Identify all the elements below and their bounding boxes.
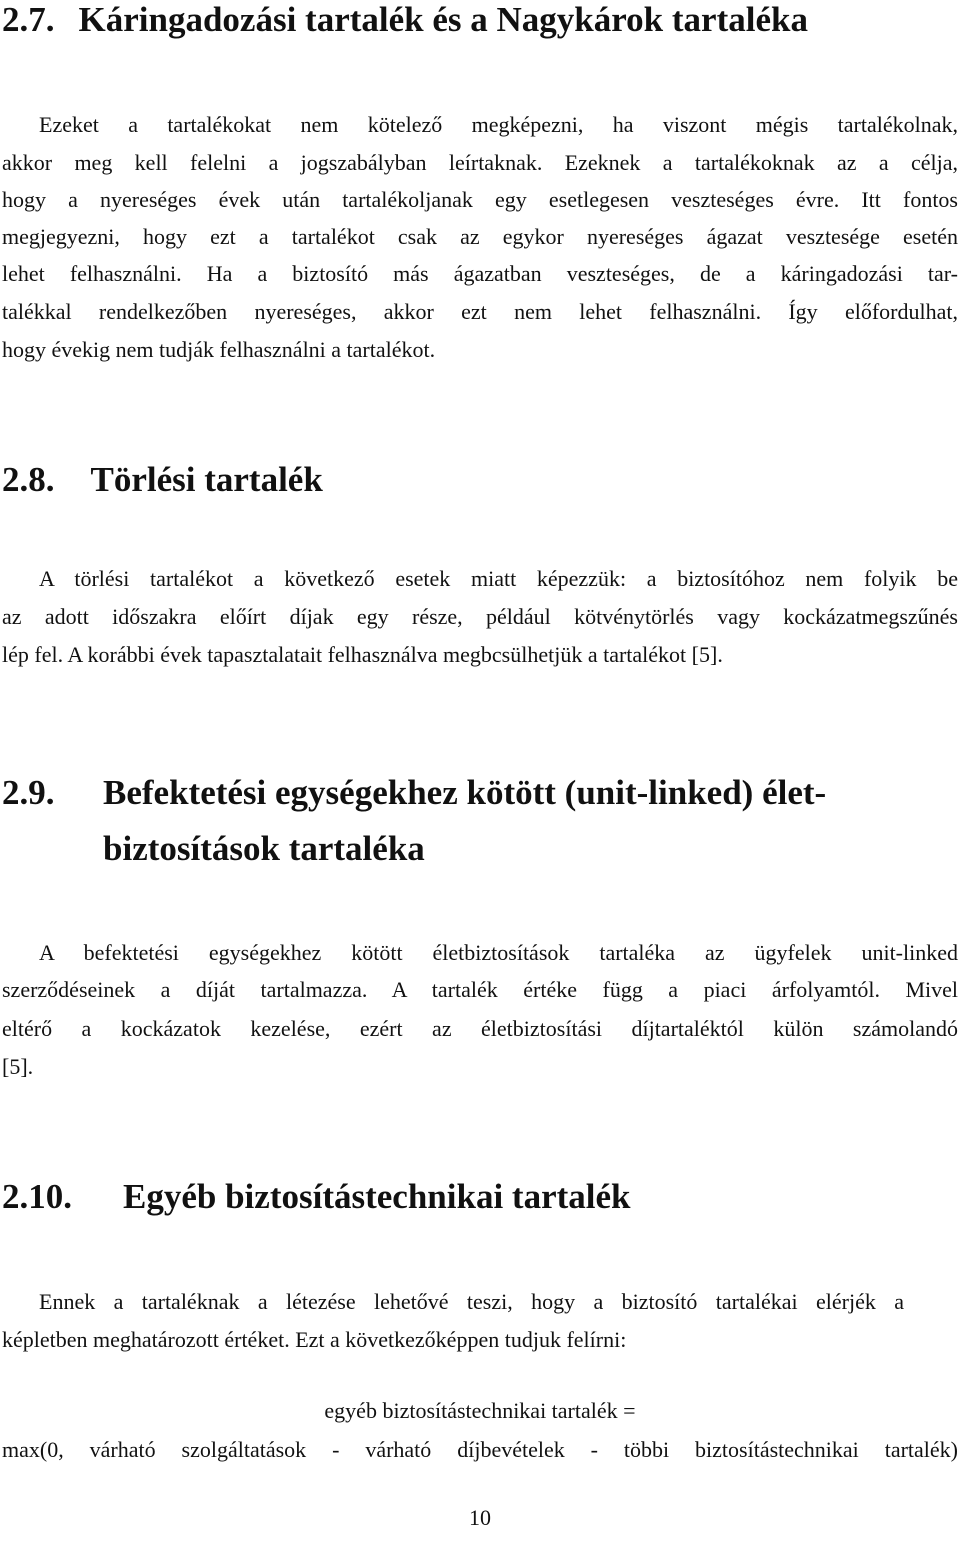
section-title-line1: Befektetési egységekhez kötött (unit-linked) élet- — [103, 773, 827, 812]
paragraph-line: szerződéseinek a díját tartalmazza. A tartalék értéke függ a piaci árfolyamtól. Mivel — [2, 977, 958, 1002]
section-number: 2.7. — [2, 0, 55, 39]
paragraph-line: lép fel. A korábbi évek tapasztalatait felhasználva megbcsülhetjük a tartalékot [5]. — [2, 642, 723, 667]
section-heading-2-9 — [2, 773, 826, 813]
section-title: Egyéb biztosítástechnikai tartalék — [123, 1177, 631, 1216]
paragraph-line: [5]. — [2, 1054, 34, 1079]
paragraph-line: megjegyezni, hogy ezt a tartalékot csak az egykor nyereséges ágazat vesztesége esetén — [2, 224, 958, 249]
formula-line-1: egyéb biztosítástechnikai tartalék = — [324, 1398, 636, 1423]
formula-line-2: max(0, várható szolgáltatások - várható díjbevételek - többi biztosítástechnikai tartalék) — [2, 1437, 958, 1462]
paragraph-line: akkor meg kell felelni a jogszabályban leírtaknak. Ezeknek a tartalékoknak az a célja, — [2, 150, 958, 175]
paragraph-line: A befektetési egységekhez kötött életbiztosítások tartaléka az ügyfelek unit-linked — [39, 940, 958, 965]
paragraph-line: Ezeket a tartalékokat nem kötelező megképezni, ha viszont mégis tartalékolnak, — [39, 112, 958, 137]
section-title-line2: biztosítások tartaléka — [103, 829, 425, 868]
paragraph-line: hogy évekig nem tudják felhasználni a tartalékot. — [2, 337, 436, 362]
section-number: 2.9. — [2, 773, 55, 812]
section-title: Törlési tartalék — [90, 460, 323, 499]
paragraph-line: A törlési tartalékot a következő esetek miatt képezzük: a biztosítóhoz nem folyik be — [39, 566, 958, 591]
paragraph-line: talékkal rendelkezőben nyereséges, akkor ezt nem lehet felhasználni. Így előfordulhat, — [2, 299, 958, 324]
page-number: 10 — [469, 1505, 491, 1530]
paragraph-line: képletben meghatározott értéket. Ezt a következőképpen tudjuk felírni: — [2, 1327, 627, 1352]
paragraph-line: az adott időszakra előírt díjak egy része, például kötvénytörlés vagy kockázatmegszűnés — [2, 604, 958, 629]
paragraph-line: Ennek a tartaléknak a létezése lehetővé teszi, hogy a biztosító tartalékai elérjék a — [39, 1289, 904, 1314]
section-heading-2-7 — [2, 0, 808, 40]
paragraph-line: hogy a nyereséges évek után tartalékoljanak egy esetlegesen veszteséges évre. Itt fontos — [2, 187, 958, 212]
paragraph-line: lehet felhasználni. Ha a biztosító más ágazatban veszteséges, de a káringadozási tar- — [2, 261, 958, 286]
section-heading-2-8 — [2, 460, 323, 500]
section-heading-2-10 — [2, 1177, 630, 1217]
section-number: 2.10. — [2, 1177, 72, 1216]
section-number: 2.8. — [2, 460, 55, 499]
paragraph-line: eltérő a kockázatok kezelése, ezért az életbiztosítási díjtartaléktól külön számolandó — [2, 1016, 958, 1041]
section-title: Káringadozási tartalék és a Nagykárok tartaléka — [78, 0, 808, 39]
